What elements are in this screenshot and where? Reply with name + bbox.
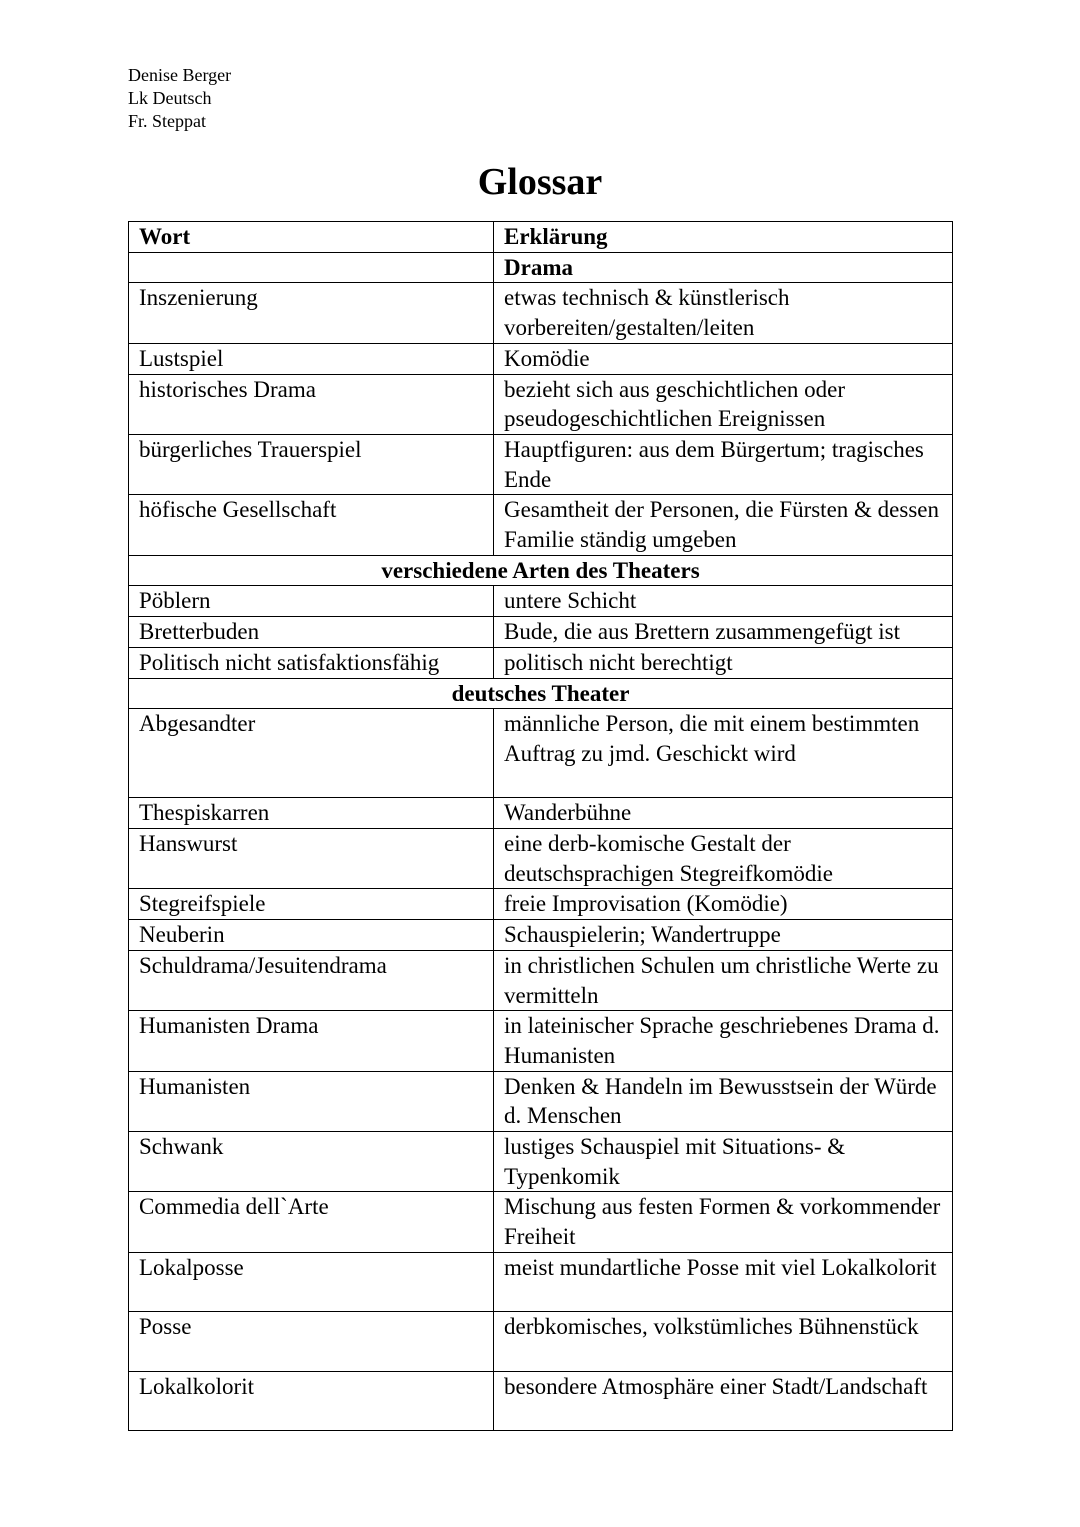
explanation-cell: in lateinischer Sprache geschriebenes Drama d. Humanisten [494,1011,953,1071]
term-cell: Stegreifspiele [129,889,494,920]
table-row [129,1192,953,1252]
explanation-cell: derbkomisches, volkstümliches Bühnenstück [494,1312,953,1371]
term-cell: höfische Gesellschaft [129,495,494,555]
explanation-cell: Hauptfiguren: aus dem Bürgertum; tragisches Ende [494,434,953,494]
course-name: Lk Deutsch [128,88,212,108]
explanation-cell: lustiges Schauspiel mit Situations- & Typenkomik [494,1132,953,1192]
table-row [129,434,953,494]
glossary-table [128,221,953,1431]
term-cell: Lokalposse [129,1252,494,1311]
table-row [129,374,953,434]
term-cell: Neuberin [129,920,494,951]
table-row [129,709,953,798]
term-cell: Humanisten [129,1071,494,1131]
subhead-empty-cell [129,252,494,283]
explanation-cell: untere Schicht [494,586,953,617]
term-cell: Humanisten Drama [129,1011,494,1071]
table-row [129,920,953,951]
table-row [129,829,953,889]
term-cell: Politisch nicht satisfaktionsfähig [129,647,494,678]
explanation-cell: männliche Person, die mit einem bestimmten Auftrag zu jmd. Geschickt wird [494,709,953,798]
explanation-cell: meist mundartliche Posse mit viel Lokalkolorit [494,1252,953,1311]
table-row [129,343,953,374]
term-cell: Schwank [129,1132,494,1192]
table-row [129,586,953,617]
term-cell: Pöblern [129,586,494,617]
table-row [129,1132,953,1192]
explanation-cell: Gesamtheit der Personen, die Fürsten & dessen Familie ständig umgeben [494,495,953,555]
term-cell: Lokalkolorit [129,1371,494,1430]
explanation-cell: eine derb-komische Gestalt der deutschsprachigen Stegreifkomödie [494,829,953,889]
term-cell: Schuldrama/Jesuitendrama [129,950,494,1010]
table-row [129,1011,953,1071]
table-row [129,950,953,1010]
glossary-table-body [129,222,953,1431]
explanation-cell: Wanderbühne [494,798,953,829]
explanation-cell: Mischung aus festen Formen & vorkommender Freiheit [494,1192,953,1252]
page-title: Glossar [477,161,603,203]
explanation-cell: etwas technisch & künstlerisch vorbereiten/gestalten/leiten [494,283,953,343]
explanation-cell: in christlichen Schulen um christliche Werte zu vermitteln [494,950,953,1010]
term-cell: Bretterbuden [129,617,494,648]
table-row [129,1371,953,1430]
term-cell: Commedia dell`Arte [129,1192,494,1252]
section-heading: deutsches Theater [129,678,953,709]
subhead-label: Drama [494,252,953,283]
table-row [129,1071,953,1131]
author-name: Denise Berger [128,65,232,85]
document-header [128,64,231,133]
explanation-cell: besondere Atmosphäre einer Stadt/Landschaft [494,1371,953,1430]
table-row [129,1252,953,1311]
table-header-row [129,222,953,253]
term-cell: Posse [129,1312,494,1371]
table-row [129,1312,953,1371]
section-heading: verschiedene Arten des Theaters [129,555,953,586]
explanation-cell: politisch nicht berechtigt [494,647,953,678]
table-row [129,617,953,648]
teacher-name: Fr. Steppat [128,111,207,131]
table-section-row [129,555,953,586]
term-cell: Inszenierung [129,283,494,343]
table-row [129,495,953,555]
explanation-cell: Schauspielerin; Wandertruppe [494,920,953,951]
header-explanation: Erklärung [494,222,953,253]
term-cell: bürgerliches Trauerspiel [129,434,494,494]
term-cell: Thespiskarren [129,798,494,829]
term-cell: Lustspiel [129,343,494,374]
explanation-cell: freie Improvisation (Komödie) [494,889,953,920]
table-section-row [129,678,953,709]
term-cell: Hanswurst [129,829,494,889]
header-word: Wort [129,222,494,253]
term-cell: Abgesandter [129,709,494,798]
term-cell: historisches Drama [129,374,494,434]
explanation-cell: bezieht sich aus geschichtlichen oder pseudogeschichtlichen Ereignissen [494,374,953,434]
explanation-cell: Bude, die aus Brettern zusammengefügt ist [494,617,953,648]
table-row [129,889,953,920]
table-row [129,647,953,678]
explanation-cell: Denken & Handeln im Bewusstsein der Würde d. Menschen [494,1071,953,1131]
table-subhead-row [129,252,953,283]
table-row [129,798,953,829]
table-row [129,283,953,343]
explanation-cell: Komödie [494,343,953,374]
